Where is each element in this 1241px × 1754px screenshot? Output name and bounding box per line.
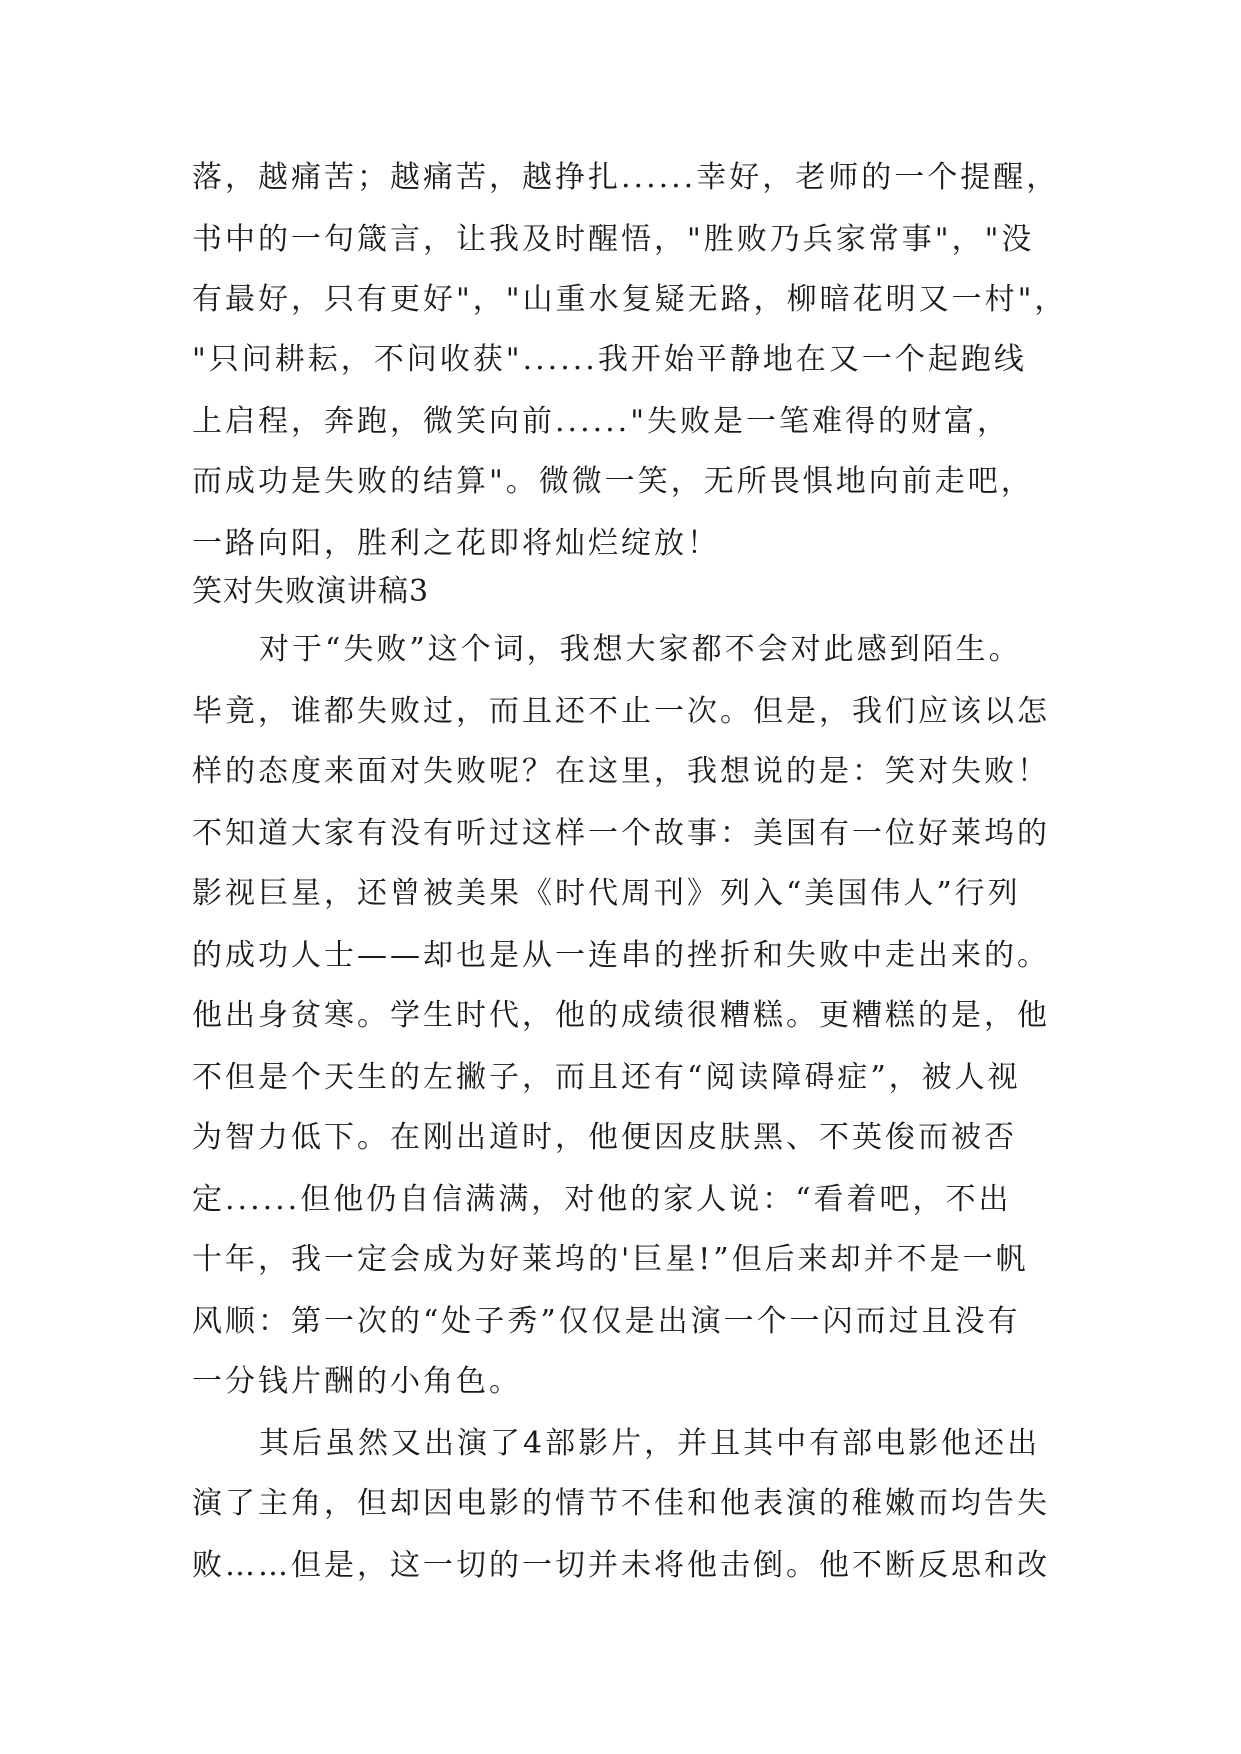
body-text-line: 书中的一句箴言，让我及时醒悟，"胜败乃兵家常事"，"没 [192,222,1035,257]
body-text-line: 有最好，只有更好"，"山重水复疑无路，柳暗花明又一村"， [192,282,1068,317]
body-text-line: 一路向阳，胜利之花即将灿烂绽放！ [192,526,720,561]
body-text-line: 演了主角，但却因电影的情节不佳和他表演的稚嫩而均告失 [192,1486,1050,1521]
body-text-line: 毕竟，谁都失败过，而且还不止一次。但是，我们应该以怎 [192,694,1050,729]
body-text-line: 的成功人士——却也是从一连串的挫折和失败中走出来的。 [192,938,1050,973]
section-heading: 笑对失败演讲稿3 [192,574,430,609]
body-text-line: 一分钱片酬的小角色。 [192,1364,522,1399]
body-text-line: 对于“失败”这个词，我想大家都不会对此感到陌生。 [259,632,1022,667]
body-text-line: 落，越痛苦；越痛苦，越挣扎......幸好，老师的一个提醒， [192,160,1060,195]
body-text-line: 定......但他仍自信满满，对他的家人说：“看着吧，不出 [192,1182,1012,1217]
body-text-line: 败……但是，这一切的一切并未将他击倒。他不断反思和改 [192,1548,1050,1583]
body-text-line: 而成功是失败的结算"。微微一笑，无所畏惧地向前走吧， [192,464,1034,499]
body-text-line: "只问耕耘，不问收获"......我开始平静地在又一个起跑线 [192,342,1027,377]
body-text-line: 不但是个天生的左撇子，而且还有“阅读障碍症”，被人视 [192,1060,1021,1095]
body-text-line: 为智力低下。在刚出道时，他便因皮肤黑、不英俊而被否 [192,1120,1017,1155]
body-text-line: 样的态度来面对失败呢？在这里，我想说的是：笑对失败！ [192,754,1050,789]
body-text-line: 上启程，奔跑，微笑向前......"失败是一笔难得的财富， [192,404,1011,439]
body-text-line: 其后虽然又出演了4部影片，并且其中有部电影他还出 [259,1426,1041,1461]
body-text-line: 不知道大家有没有听过这样一个故事：美国有一位好莱坞的 [192,816,1050,851]
body-text-line: 风顺：第一次的“处子秀”仅仅是出演一个一闪而过且没有 [192,1304,1021,1339]
body-text-line: 十年，我一定会成为好莱坞的'巨星!”但后来却并不是一帆 [192,1242,1029,1277]
body-text-line: 影视巨星，还曾被美果《时代周刊》列入“美国伟人”行列 [192,876,1021,911]
body-text-line: 他出身贫寒。学生时代，他的成绩很糟糕。更糟糕的是，他 [192,998,1050,1033]
